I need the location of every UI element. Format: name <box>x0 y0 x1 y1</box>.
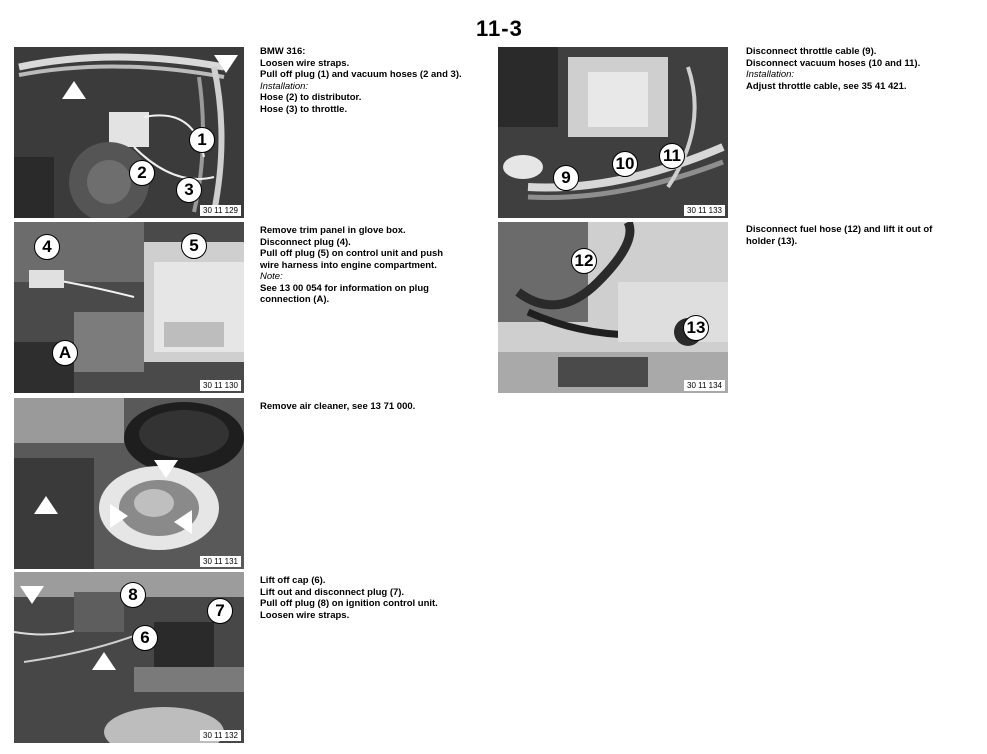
step-line-label: Installation: <box>260 80 309 92</box>
step-text-2 <box>260 225 443 306</box>
step-line: Pull off plug (5) on control unit and push <box>260 248 444 259</box>
arrow-up-icon <box>34 496 58 514</box>
photo-fuel-hose <box>498 222 728 393</box>
callout-A: A <box>52 340 78 366</box>
photo-code: 30 11 129 <box>200 205 241 216</box>
arrow-left-icon <box>174 510 192 534</box>
step-line: Loosen wire straps. <box>260 609 350 621</box>
step-line: Pull off plug (8) on ignition control unit. <box>260 598 438 609</box>
step-line: Disconnect throttle cable (9). <box>746 46 877 57</box>
step-text-3 <box>260 401 415 413</box>
callout-1: 1 <box>189 127 215 153</box>
step-line: Disconnect vacuum hoses (10 and 11). <box>746 57 921 69</box>
callout-11: 11 <box>659 143 685 169</box>
photo-glove-box-plugs <box>14 222 244 393</box>
photo-code: 30 11 132 <box>200 730 241 741</box>
page-number: 11-3 <box>476 16 523 41</box>
photo-air-cleaner-drawing <box>14 398 244 569</box>
photo-throttle-cable-drawing <box>498 47 728 218</box>
step-line: wire harness into engine compartment. <box>260 259 437 271</box>
step-line: holder (13). <box>746 235 798 247</box>
arrow-down-right-icon <box>20 586 44 604</box>
step-line: BMW 316: <box>260 46 306 57</box>
step-line: connection (A). <box>260 294 330 305</box>
callout-7: 7 <box>207 598 233 624</box>
arrow-down-left-icon <box>214 55 238 73</box>
callout-4: 4 <box>34 234 60 260</box>
callout-12: 12 <box>571 248 597 274</box>
photo-code: 30 11 134 <box>684 380 725 391</box>
step-line: Remove air cleaner, see 13 71 000. <box>260 401 416 412</box>
photo-air-cleaner <box>14 398 244 569</box>
step-line: Hose (3) to throttle. <box>260 103 348 115</box>
step-line: Adjust throttle cable, see 35 41 421. <box>746 80 907 92</box>
callout-10: 10 <box>612 151 638 177</box>
callout-9: 9 <box>553 165 579 191</box>
step-line: Pull off plug (1) and vacuum hoses (2 and 3). <box>260 69 462 80</box>
callout-6: 6 <box>132 625 158 651</box>
arrow-right-icon <box>110 504 128 528</box>
step-text-1 <box>260 46 462 115</box>
step-line-label: Note: <box>260 271 283 282</box>
step-line: Disconnect fuel hose (12) and lift it out of <box>746 224 933 235</box>
callout-13: 13 <box>683 315 709 341</box>
callout-3: 3 <box>176 177 202 203</box>
step-line: Lift out and disconnect plug (7). <box>260 586 405 598</box>
arrow-up-icon <box>62 81 86 99</box>
photo-fuel-hose-drawing <box>498 222 728 393</box>
callout-5: 5 <box>181 233 207 259</box>
photo-code: 30 11 130 <box>200 380 241 391</box>
step-line: Hose (2) to distributor. <box>260 92 362 103</box>
step-text-5 <box>746 46 920 92</box>
step-line: Remove trim panel in glove box. <box>260 225 406 236</box>
step-line: See 13 00 054 for information on plug <box>260 282 429 294</box>
photo-code: 30 11 133 <box>684 205 725 216</box>
photo-engine-plug-hoses <box>14 47 244 218</box>
step-line: Disconnect plug (4). <box>260 236 351 248</box>
photo-throttle-cable <box>498 47 728 218</box>
step-text-4 <box>260 575 438 621</box>
arrow-down-icon <box>154 460 178 478</box>
photo-code: 30 11 131 <box>200 556 241 567</box>
callout-2: 2 <box>129 160 155 186</box>
step-line-label: Installation: <box>746 69 795 80</box>
callout-8: 8 <box>120 582 146 608</box>
step-text-6 <box>746 224 932 247</box>
step-line: Lift off cap (6). <box>260 575 326 586</box>
arrow-up-icon <box>92 652 116 670</box>
step-line: Loosen wire straps. <box>260 57 350 69</box>
photo-ignition-cap <box>14 572 244 743</box>
